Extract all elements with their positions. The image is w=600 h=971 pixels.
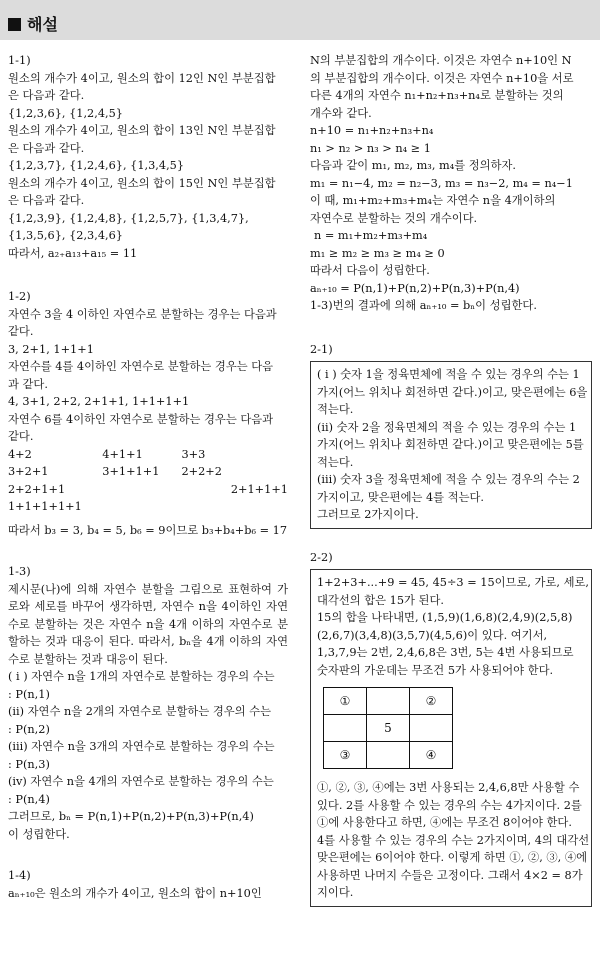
partition-item: 2+2+1+1 (8, 482, 66, 496)
math-line: (2,6,7)(3,4,8)(3,5,7)(4,5,6)이 있다. 여기서, (317, 628, 548, 642)
partition-item: 3+3 (181, 447, 206, 461)
math-line: 1+2+3+...+9 = 45, 45÷3 = 15이므로, 가로, 세로, (317, 576, 589, 589)
text-line: 원소의 개수가 4이고, 원소의 합이 15인 N인 부분집합 (8, 176, 276, 190)
square-bullet-icon (8, 18, 21, 31)
text-line: 대각선의 합은 15가 된다. (317, 593, 444, 607)
text-line: 맞은편에는 6이어야 한다. 이렇게 하면 ①, ②, ③, ④에 (317, 851, 588, 864)
partition-item: 3+2+1 (8, 465, 49, 478)
conclusion-line: 지이다. (317, 886, 354, 899)
board-cell: 5 (367, 715, 410, 742)
text-line: 적는다. (317, 403, 354, 416)
case-line: ( i ) 자연수 n을 1개의 자연수로 분할하는 경우의 수는 (8, 670, 275, 683)
text-line: 4를 사용할 수 있는 경우의 수는 2가지이며, 4의 대각선 (317, 833, 590, 847)
section-title: 해설 (27, 15, 58, 34)
conclusion-line: 그러므로 2가지이다. (317, 508, 419, 521)
math-line: m₁ ≥ m₂ ≥ m₃ ≥ m₄ ≥ 0 (310, 246, 445, 260)
formula-line: : P(n,4) (8, 792, 50, 806)
math-line: 4, 3+1, 2+2, 2+1+1, 1+1+1+1 (8, 395, 190, 408)
text-line: 따라서 다음이 성립한다. (310, 264, 430, 277)
paragraph: 제시문(나)에 의해 자연수 분할을 그림으로 표현하여 가로와 세로를 바꾸어 생각하면, 자연수 n을 4이하인 자연수로 분할하는 것은 자연수 n을 4개 이하의 자연수로 분할하는 것과 대응이 된다. 따라서, bₙ을 4개 이하의 자연수로 분할하는 것과 대응이 된다. (8, 582, 288, 666)
math-line: 15의 합을 나타내면, (1,5,9)(1,6,8)(2,4,9)(2,5,8) (317, 611, 573, 624)
partition-grid (8, 446, 288, 516)
board-cell: ④ (410, 742, 453, 769)
text-line: ①에 사용한다고 하면, ④에는 무조건 8이어야 한다. (317, 816, 572, 829)
partition-item: 4+2 (8, 447, 32, 461)
case-line: (iii) 숫자 3을 정육면체에 적을 수 있는 경우의 수는 2 (317, 473, 580, 486)
text-line: 같다. (8, 325, 34, 338)
board-cell (410, 715, 453, 742)
text-line: 자연수 6를 4이하인 자연수로 분할하는 경우는 다음과 (8, 412, 274, 426)
text-line: 의 부분집합의 개수이다. 이것은 자연수 n+10을 서로 (310, 71, 574, 85)
formula-line: : P(n,1) (8, 687, 50, 701)
case-line: (ii) 숫자 2을 정육면체의 적을 수 있는 경우의 수는 1 (317, 420, 577, 434)
problem-label-2-1: 2-1) (310, 342, 333, 356)
text-line: 다른 4개의 자연수 n₁+n₂+n₃+n₄로 분할하는 것의 (310, 89, 564, 102)
board-cell: ③ (324, 742, 367, 769)
math-line: n₁ > n₂ > n₃ > n₄ ≥ 1 (310, 141, 431, 155)
left-column (8, 52, 288, 902)
text-line: N의 부분집합의 개수이다. 이것은 자연수 n+10인 N (310, 54, 572, 67)
text-line: 가지(어느 위치나 회전하면 같다.)이고 맞은편에는 5를 (317, 438, 584, 451)
math-line: m₁ = n₁−4, m₂ = n₂−3, m₃ = n₃−2, m₄ = n₄−1 (310, 176, 573, 190)
partition-item: 4+1+1 (102, 447, 143, 461)
board-cell: ① (324, 688, 367, 715)
text-line: 개수와 같다. (310, 106, 372, 120)
text-line: 1,3,7,9는 2번, 2,4,6,8은 3번, 5는 4번 사용되므로 (317, 646, 574, 659)
text-line: 자연수 3을 4 이하인 자연수로 분할하는 경우는 다음과 (8, 307, 277, 321)
formula-line: : P(n,3) (8, 757, 50, 771)
case-line: (iii) 자연수 n을 3개의 자연수로 분할하는 경우의 수는 (8, 740, 275, 753)
math-line: 3, 2+1, 1+1+1 (8, 342, 94, 356)
text-line: 은 다음과 같다. (8, 141, 85, 155)
math-line: {1,3,5,6}, {2,3,4,6} (8, 229, 123, 242)
math-line: {1,2,3,7}, {1,2,4,6}, {1,3,4,5} (8, 159, 185, 172)
answer-box (310, 569, 592, 907)
board-cell (324, 715, 367, 742)
text-line: 사용하면 나머지 수들은 고정이다. 그래서 4×2 = 8가 (317, 868, 583, 882)
conclusion-line: 따라서, a₂₊a₁₃+a₁₅ = 11 (8, 246, 138, 260)
text-line: 가지(어느 위치나 회전하면 같다.)이고, 맞은편에는 6을 (317, 385, 588, 399)
section-header (0, 0, 600, 40)
problem-label-1-3: 1-3) (8, 565, 31, 578)
math-line: n+10 = n₁+n₂+n₃+n₄ (310, 124, 434, 137)
math-line: n = m₁+m₂+m₃+m₄ (314, 229, 428, 242)
case-line: (ii) 자연수 n을 2개의 자연수로 분할하는 경우의 수는 (8, 705, 271, 718)
math-line: aₙ₊₁₀ = P(n,1)+P(n,2)+P(n,3)+P(n,4) (310, 281, 520, 295)
text-line: aₙ₊₁₀은 원소의 개수가 4이고, 원소의 합이 n+10인 (8, 886, 262, 900)
text-line: 숫자판의 가운데는 무조건 5가 사용되어야 한다. (317, 663, 554, 677)
math-line: {1,2,3,9}, {1,2,4,8}, {1,2,5,7}, {1,3,4,7}, (8, 211, 249, 225)
partition-item: 3+1+1+1 (102, 465, 160, 478)
problem-label-1-1: 1-1) (8, 54, 31, 67)
text-line: 자연수를 4를 4이하인 자연수로 분할하는 경우는 다음 (8, 360, 274, 373)
text-line: 자연수로 분할하는 것의 개수이다. (310, 211, 478, 225)
conclusion-line: 1-3)번의 결과에 의해 aₙ₊₁₀ = bₙ이 성립한다. (310, 299, 537, 312)
board-cell: ② (410, 688, 453, 715)
answer-box (310, 361, 592, 529)
partition-item: 1+1+1+1+1 (8, 500, 82, 513)
board-cell (367, 742, 410, 769)
math-line: {1,2,3,6}, {1,2,4,5} (8, 106, 123, 120)
case-line: (iv) 자연수 n을 4개의 자연수로 분할하는 경우의 수는 (8, 775, 274, 788)
case-line: ( i ) 숫자 1을 정육면체에 적을 수 있는 경우의 수는 1 (317, 368, 580, 381)
text-line: 다음과 같이 m₁, m₂, m₃, m₄를 정의하자. (310, 159, 517, 172)
text-line: 은 다음과 같다. (8, 194, 85, 207)
text-line: 가지이고, 맞은편에는 4를 적는다. (317, 490, 485, 504)
text-line: 원소의 개수가 4이고, 원소의 합이 13인 N인 부분집합 (8, 124, 276, 137)
text-line: 있다. 2를 사용할 수 있는 경우의 수는 4가지이다. 2를 (317, 798, 582, 812)
conclusion-line: 그러므로, bₙ = P(n,1)+P(n,2)+P(n,3)+P(n,4) (8, 810, 254, 823)
text-line: ①, ②, ③, ④에는 3번 사용되는 2,4,6,8만 사용할 수 (317, 781, 580, 794)
text-line: 같다. (8, 430, 34, 443)
conclusion-line: 따라서 b₃ = 3, b₄ = 5, b₆ = 9이므로 b₃+b₄+b₆ = 17 (8, 523, 288, 537)
text-line: 은 다음과 같다. (8, 89, 85, 102)
text-line: 이 때, m₁+m₂+m₃+m₄는 자연수 n을 4개이하의 (310, 194, 556, 207)
text-line: 이 성립한다. (8, 827, 70, 841)
problem-label-1-4: 1-4) (8, 869, 31, 882)
partition-item: 2+1+1+1 (230, 482, 288, 496)
problem-label-2-2: 2-2) (310, 550, 333, 564)
text-line: 원소의 개수가 4이고, 원소의 합이 12인 N인 부분집합 (8, 71, 276, 85)
problem-label-1-2: 1-2) (8, 290, 31, 303)
text-line: 적는다. (317, 455, 354, 469)
partition-item: 2+2+2 (181, 465, 222, 478)
number-board (323, 687, 453, 769)
text-line: 과 같다. (8, 377, 48, 391)
board-cell (367, 688, 410, 715)
formula-line: : P(n,2) (8, 722, 50, 736)
right-column (310, 52, 592, 907)
